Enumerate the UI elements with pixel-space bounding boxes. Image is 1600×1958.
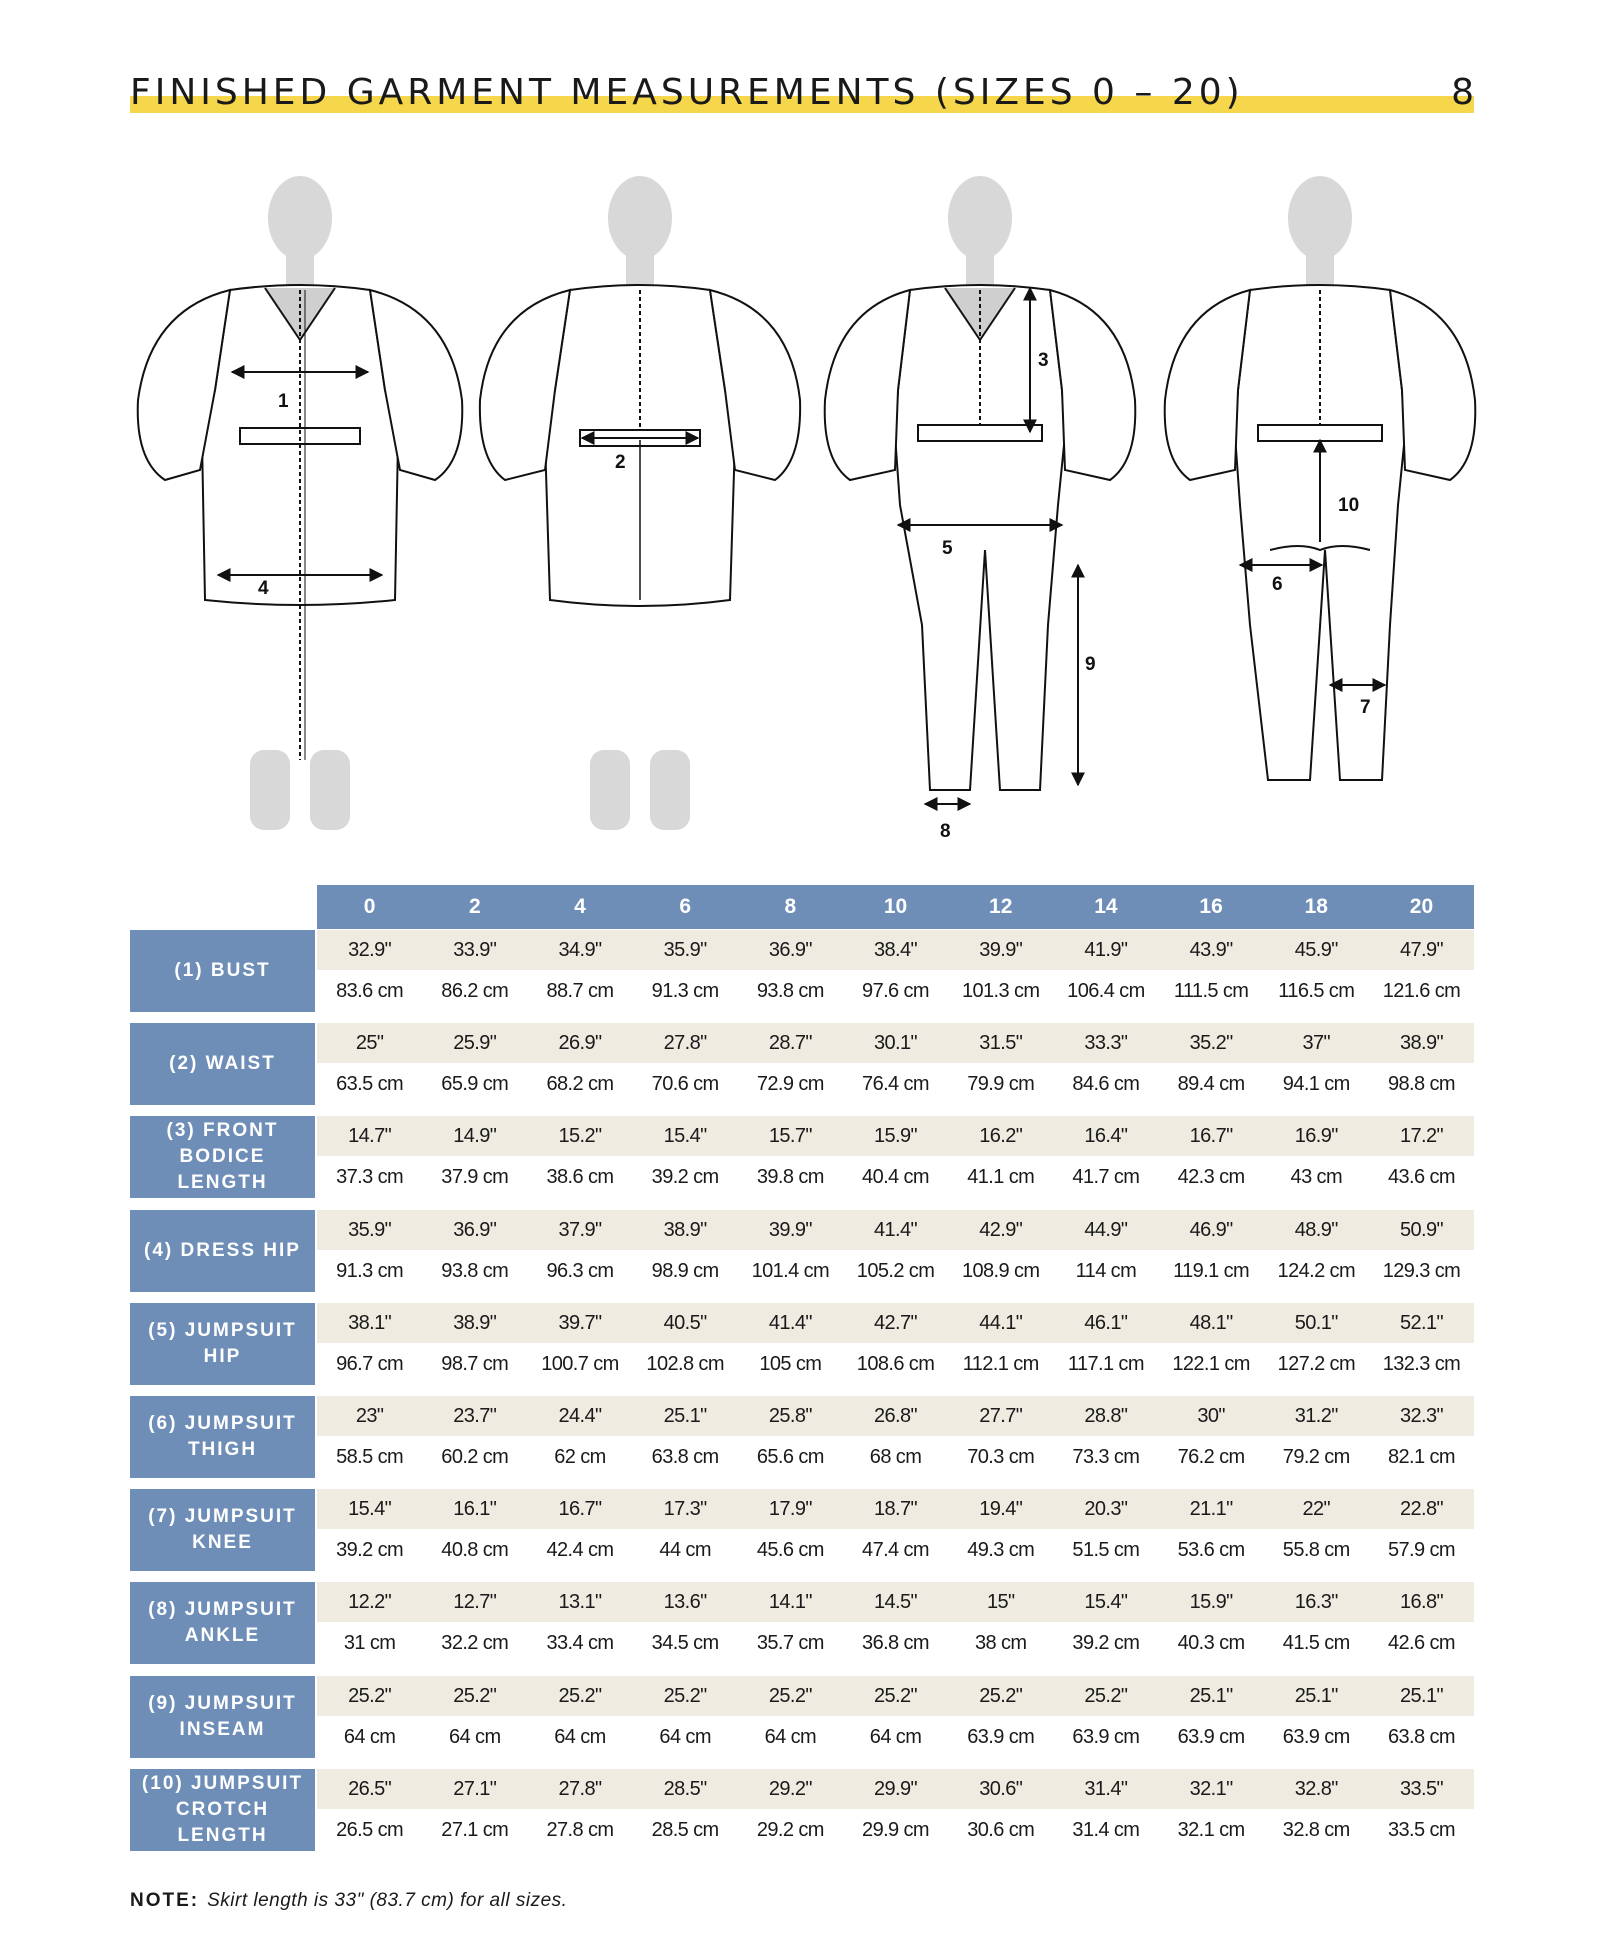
table-cell: 63.8 cm: [651, 1446, 719, 1468]
table-cell: 38.4": [874, 939, 918, 961]
table-cell: 37.9": [558, 1218, 602, 1241]
metric-row: [317, 1344, 1474, 1384]
table-cell: 30.1": [874, 1032, 918, 1055]
table-cell: 25.2": [558, 1684, 602, 1707]
table-cell: 101.4 cm: [751, 1259, 830, 1282]
table-cell: 13.1": [558, 1591, 602, 1614]
table-cell: 47.4 cm: [862, 1539, 929, 1562]
table-cell: 108.9 cm: [961, 1259, 1040, 1282]
table-cell: 98.9 cm: [651, 1259, 719, 1282]
table-cell: 30": [1197, 1405, 1225, 1427]
table-cell: 27.8": [663, 1032, 707, 1055]
measurement-label: (9) JUMPSUIT INSEAM: [130, 1676, 315, 1758]
table-cell: 116.5 cm: [1278, 980, 1355, 1002]
size-column-header: 16: [1199, 895, 1223, 918]
size-column-header: 6: [679, 895, 691, 918]
table-cell: 106.4 cm: [1067, 980, 1145, 1002]
table-cell: 79.9 cm: [967, 1073, 1035, 1096]
table-cell: 40.8 cm: [441, 1539, 509, 1562]
table-cell: 31.4 cm: [1072, 1818, 1140, 1841]
table-cell: 25.9": [453, 1032, 497, 1055]
measure-label-7: 7: [1360, 697, 1371, 718]
table-cell: 39.2 cm: [651, 1166, 719, 1189]
table-cell: 32.2 cm: [441, 1632, 509, 1655]
table-cell: 96.3 cm: [546, 1259, 614, 1282]
table-cell: 37.9 cm: [441, 1166, 509, 1189]
metric-row: [317, 1623, 1474, 1663]
table-cell: 76.2 cm: [1177, 1446, 1245, 1468]
table-cell: 25.2": [663, 1684, 707, 1707]
table-cell: 70.3 cm: [967, 1446, 1035, 1468]
table-cell: 13.6": [663, 1591, 707, 1614]
table-cell: 49.3 cm: [967, 1539, 1035, 1562]
table-cell: 29.9": [874, 1777, 918, 1800]
table-cell: 16.8": [1399, 1591, 1443, 1614]
measurement-label: (1) BUST: [130, 930, 315, 1012]
metric-row: [317, 1530, 1474, 1570]
table-cell: 51.5 cm: [1072, 1539, 1140, 1562]
table-cell: 34.5 cm: [651, 1632, 719, 1655]
table-cell: 83.6 cm: [336, 980, 404, 1002]
table-cell: 65.6 cm: [756, 1446, 824, 1468]
table-cell: 76.4 cm: [862, 1073, 929, 1096]
table-cell: 15.9": [1189, 1591, 1233, 1614]
table-cell: 53.6 cm: [1177, 1539, 1245, 1562]
table-cell: 17.3": [663, 1498, 707, 1521]
table-cell: 64 cm: [343, 1725, 396, 1748]
table-cell: 39.2 cm: [1072, 1632, 1140, 1655]
measurement-group: [130, 1769, 1474, 1851]
table-cell: 35.2": [1189, 1032, 1233, 1055]
table-cell: 55.8 cm: [1282, 1539, 1350, 1562]
table-cell: 48.1": [1189, 1311, 1233, 1334]
table-cell: 25.8": [768, 1405, 812, 1427]
size-column-header: 12: [989, 895, 1013, 918]
table-cell: 121.6 cm: [1382, 980, 1461, 1002]
measurement-group: [130, 1582, 1474, 1664]
table-cell: 15.7": [768, 1125, 812, 1148]
table-cell: 64 cm: [449, 1725, 501, 1748]
size-column-header: 10: [883, 895, 908, 918]
table-cell: 39.7": [558, 1311, 602, 1334]
measure-label-3: 3: [1038, 350, 1049, 371]
table-cell: 44 cm: [659, 1539, 711, 1562]
imperial-row: [317, 1303, 1474, 1343]
table-cell: 73.3 cm: [1072, 1446, 1140, 1468]
measurement-label: (10) JUMPSUIT CROTCH LENGTH: [130, 1769, 315, 1851]
table-cell: 38.9": [1399, 1032, 1443, 1055]
measurement-group: [130, 930, 1474, 1012]
table-cell: 42.9": [979, 1218, 1023, 1241]
metric-row: [317, 1810, 1474, 1850]
measurement-label: (4) DRESS HIP: [130, 1210, 315, 1292]
table-cell: 31.4": [1084, 1777, 1128, 1800]
table-cell: 45.9": [1294, 939, 1338, 961]
table-cell: 38.1": [348, 1311, 392, 1334]
metric-row: [317, 1437, 1474, 1477]
table-cell: 129.3 cm: [1382, 1259, 1461, 1282]
table-cell: 32.9": [348, 939, 392, 961]
table-cell: 63.5 cm: [336, 1073, 404, 1096]
size-column-header: 4: [574, 895, 586, 918]
measurement-group: [130, 1116, 1474, 1198]
table-cell: 25.1": [1189, 1684, 1233, 1707]
table-cell: 23": [355, 1405, 384, 1427]
table-cell: 16.4": [1084, 1125, 1128, 1148]
imperial-row: [317, 1582, 1474, 1622]
table-cell: 26.5": [348, 1777, 392, 1800]
table-cell: 64 cm: [554, 1725, 606, 1748]
measure-label-8: 8: [940, 821, 951, 842]
imperial-row: [317, 1396, 1474, 1436]
table-cell: 32.8": [1294, 1777, 1338, 1800]
table-cell: 42.6 cm: [1387, 1632, 1455, 1655]
table-cell: 63.9 cm: [1177, 1725, 1245, 1748]
table-cell: 27.8 cm: [546, 1818, 614, 1841]
table-cell: 93.8 cm: [756, 980, 824, 1002]
table-cell: 15.9": [874, 1125, 918, 1148]
size-header-row: [317, 885, 1474, 929]
table-cell: 27.1 cm: [441, 1818, 509, 1841]
table-cell: 79.2 cm: [1282, 1446, 1350, 1468]
table-cell: 14.9": [453, 1125, 497, 1148]
table-cell: 32.3": [1399, 1405, 1443, 1427]
table-cell: 17.2": [1399, 1125, 1443, 1148]
metric-row: [317, 1157, 1474, 1197]
table-cell: 15.2": [558, 1125, 602, 1148]
measurement-group: [130, 1023, 1474, 1105]
size-column-header: 2: [468, 895, 481, 918]
imperial-row: [317, 1116, 1474, 1156]
table-cell: 33.5": [1399, 1777, 1443, 1800]
size-column-header: 18: [1304, 895, 1328, 918]
table-cell: 112.1 cm: [962, 1352, 1039, 1375]
table-cell: 33.3": [1084, 1032, 1128, 1055]
table-cell: 22": [1302, 1498, 1331, 1521]
table-cell: 64 cm: [764, 1725, 817, 1748]
table-cell: 33.9": [453, 939, 497, 961]
table-cell: 25.2": [348, 1684, 392, 1707]
table-cell: 41.4": [768, 1311, 812, 1334]
table-cell: 63.9 cm: [1282, 1725, 1350, 1748]
table-cell: 72.9 cm: [756, 1073, 824, 1096]
measure-label-4: 4: [258, 578, 269, 599]
table-cell: 93.8 cm: [441, 1259, 509, 1282]
page-title: FINISHED GARMENT MEASUREMENTS (SIZES 0 – 20): [130, 72, 1244, 113]
imperial-row: [317, 930, 1474, 970]
table-cell: 91.3 cm: [336, 1259, 404, 1282]
table-cell: 42.7": [874, 1311, 918, 1334]
table-cell: 35.9": [663, 939, 707, 961]
size-column-header: 14: [1094, 895, 1118, 918]
measurement-label: (8) JUMPSUIT ANKLE: [130, 1582, 315, 1664]
garment-illustrations: [0, 170, 1600, 850]
table-cell: 28.7": [768, 1032, 812, 1055]
table-cell: 50.9": [1399, 1218, 1443, 1241]
table-cell: 111.5 cm: [1173, 980, 1249, 1002]
table-cell: 46.1": [1084, 1311, 1128, 1334]
measure-label-5: 5: [942, 538, 953, 559]
table-cell: 14.5": [874, 1591, 918, 1614]
table-cell: 41.1 cm: [967, 1166, 1035, 1189]
table-cell: 29.2": [768, 1777, 812, 1800]
table-cell: 63.8 cm: [1387, 1725, 1455, 1748]
table-cell: 39.9": [979, 939, 1023, 961]
jumpsuit-back-figure: [1165, 176, 1476, 780]
table-cell: 37": [1302, 1032, 1331, 1055]
table-cell: 18.7": [874, 1498, 918, 1521]
table-cell: 68 cm: [869, 1446, 922, 1468]
table-cell: 25.2": [979, 1684, 1023, 1707]
table-cell: 30.6 cm: [967, 1818, 1035, 1841]
table-cell: 98.7 cm: [441, 1352, 509, 1375]
table-cell: 24.4": [558, 1405, 602, 1427]
imperial-row: [317, 1769, 1474, 1809]
table-cell: 26.8": [874, 1405, 918, 1427]
imperial-row: [317, 1023, 1474, 1063]
table-cell: 36.9": [453, 1218, 497, 1241]
table-cell: 41.5 cm: [1282, 1632, 1350, 1655]
table-cell: 65.9 cm: [441, 1073, 509, 1096]
table-cell: 28.5": [663, 1777, 707, 1800]
table-cell: 88.7 cm: [546, 980, 614, 1002]
table-cell: 60.2 cm: [441, 1446, 509, 1468]
metric-row: [317, 1717, 1474, 1757]
measurement-group: [130, 1396, 1474, 1478]
table-cell: 64 cm: [659, 1725, 711, 1748]
table-cell: 38 cm: [974, 1632, 1027, 1655]
table-cell: 100.7 cm: [541, 1352, 619, 1375]
table-cell: 46.9": [1189, 1218, 1233, 1241]
size-column-header: 0: [363, 895, 376, 918]
table-cell: 29.2 cm: [756, 1818, 824, 1841]
table-cell: 124.2 cm: [1277, 1259, 1356, 1282]
measure-label-1: 1: [278, 391, 289, 412]
table-cell: 16.7": [1189, 1125, 1233, 1148]
measurement-group: [130, 1676, 1474, 1758]
table-cell: 41.9": [1084, 939, 1128, 961]
table-cell: 40.3 cm: [1177, 1632, 1245, 1655]
table-cell: 38.9": [663, 1218, 707, 1241]
measurement-group: [130, 1210, 1474, 1292]
table-cell: 50.1": [1294, 1311, 1338, 1334]
table-cell: 114 cm: [1075, 1259, 1137, 1282]
measure-label-6: 6: [1272, 574, 1283, 595]
table-cell: 37.3 cm: [336, 1166, 404, 1189]
table-cell: 25.1": [1399, 1684, 1443, 1707]
table-cell: 68.2 cm: [546, 1073, 614, 1096]
table-cell: 16.2": [979, 1125, 1023, 1148]
metric-row: [317, 1251, 1474, 1291]
table-cell: 15.4": [663, 1125, 707, 1148]
table-cell: 32.8 cm: [1282, 1818, 1350, 1841]
table-cell: 127.2 cm: [1277, 1352, 1356, 1375]
note: [130, 1890, 567, 1912]
table-cell: 42.4 cm: [546, 1539, 614, 1562]
table-cell: 34.9": [558, 939, 602, 961]
imperial-row: [317, 1489, 1474, 1529]
imperial-row: [317, 1676, 1474, 1716]
table-cell: 57.9 cm: [1387, 1539, 1455, 1562]
table-cell: 102.8 cm: [646, 1352, 724, 1375]
table-cell: 27.1": [453, 1777, 497, 1800]
table-cell: 94.1 cm: [1282, 1073, 1350, 1096]
table-cell: 23.7": [453, 1405, 497, 1427]
table-cell: 41.7 cm: [1072, 1166, 1140, 1189]
measurement-label: (2) WAIST: [130, 1023, 315, 1105]
table-cell: 35.9": [348, 1218, 392, 1241]
table-cell: 36.9": [768, 939, 812, 961]
table-cell: 29.9 cm: [862, 1818, 929, 1841]
table-cell: 64 cm: [869, 1725, 922, 1748]
table-cell: 27.7": [979, 1405, 1023, 1427]
table-cell: 82.1 cm: [1387, 1446, 1455, 1468]
table-cell: 42.3 cm: [1177, 1166, 1245, 1189]
table-cell: 21.1": [1189, 1498, 1233, 1521]
table-cell: 108.6 cm: [856, 1352, 935, 1375]
table-cell: 26.5 cm: [336, 1818, 404, 1841]
table-cell: 47.9": [1399, 939, 1443, 961]
table-cell: 31 cm: [343, 1632, 396, 1655]
garment-diagram: [0, 170, 1600, 850]
table-cell: 44.9": [1084, 1218, 1128, 1241]
table-cell: 16.9": [1294, 1125, 1338, 1148]
table-cell: 12.7": [453, 1591, 497, 1614]
table-cell: 91.3 cm: [651, 980, 719, 1002]
page-number: 8: [1451, 72, 1474, 113]
table-cell: 12.2": [348, 1591, 392, 1614]
table-cell: 31.2": [1294, 1405, 1338, 1427]
table-cell: 16.3": [1294, 1591, 1338, 1614]
table-cell: 15.4": [1084, 1591, 1128, 1614]
table-cell: 97.6 cm: [862, 980, 929, 1002]
measurement-group: [130, 1489, 1474, 1571]
table-cell: 98.8 cm: [1387, 1073, 1455, 1096]
table-cell: 15.4": [348, 1498, 392, 1521]
table-cell: 44.1": [979, 1311, 1023, 1334]
table-cell: 25.2": [874, 1684, 918, 1707]
table-cell: 45.6 cm: [756, 1539, 824, 1562]
table-cell: 122.1 cm: [1172, 1352, 1250, 1375]
table-cell: 36.8 cm: [862, 1632, 929, 1655]
table-cell: 25.2": [453, 1684, 497, 1707]
table-cell: 14.7": [348, 1125, 392, 1148]
table-cell: 43.9": [1189, 939, 1233, 961]
table-cell: 16.1": [453, 1498, 497, 1521]
measurement-label: (5) JUMPSUIT HIP: [130, 1303, 315, 1385]
measure-label-2: 2: [615, 452, 626, 473]
table-cell: 38.9": [453, 1311, 497, 1334]
table-cell: 32.1": [1189, 1777, 1233, 1800]
note-text: Skirt length is 33" (83.7 cm) for all sizes.: [207, 1890, 568, 1911]
measurement-label: (7) JUMPSUIT KNEE: [130, 1489, 315, 1571]
table-cell: 101.3 cm: [961, 980, 1040, 1002]
table-cell: 119.1 cm: [1173, 1259, 1250, 1282]
table-cell: 84.6 cm: [1072, 1073, 1140, 1096]
table-cell: 14.1": [768, 1591, 812, 1614]
table-cell: 17.9": [768, 1498, 812, 1521]
table-cell: 63.9 cm: [967, 1725, 1035, 1748]
table-cell: 31.5": [979, 1032, 1023, 1055]
measurement-label: (6) JUMPSUIT THIGH: [130, 1396, 315, 1478]
table-cell: 96.7 cm: [336, 1352, 404, 1375]
table-cell: 30.6": [979, 1777, 1023, 1800]
table-cell: 26.9": [558, 1032, 602, 1055]
table-cell: 25": [355, 1032, 384, 1055]
table-cell: 33.5 cm: [1387, 1818, 1455, 1841]
table-cell: 25.2": [1084, 1684, 1128, 1707]
dress-back-figure: [480, 176, 800, 830]
size-column-header: 8: [784, 895, 797, 918]
table-cell: 40.5": [663, 1311, 707, 1334]
table-cell: 19.4": [979, 1498, 1023, 1521]
table-cell: 40.4 cm: [862, 1166, 929, 1189]
table-cell: 52.1": [1399, 1311, 1443, 1334]
table-cell: 39.9": [768, 1218, 812, 1241]
table-cell: 32.1 cm: [1177, 1818, 1245, 1841]
page-header: [130, 72, 1474, 118]
table-cell: 105 cm: [759, 1352, 822, 1375]
table-cell: 38.6 cm: [546, 1166, 614, 1189]
table-cell: 25.2": [768, 1684, 812, 1707]
table-cell: 39.8 cm: [756, 1166, 824, 1189]
measurement-group: [130, 1303, 1474, 1385]
measure-label-10: 10: [1338, 495, 1360, 516]
table-cell: 16.7": [558, 1498, 602, 1521]
table-cell: 58.5 cm: [336, 1446, 404, 1468]
jumpsuit-front-figure: [825, 176, 1136, 804]
table-cell: 15": [986, 1591, 1015, 1614]
table-cell: 27.8": [558, 1777, 602, 1800]
measurement-label: (3) FRONT BODICE LENGTH: [130, 1116, 315, 1198]
table-cell: 39.2 cm: [336, 1539, 404, 1562]
table-cell: 41.4": [874, 1218, 918, 1241]
measure-label-9: 9: [1085, 654, 1096, 675]
table-cell: 25.1": [1294, 1684, 1338, 1707]
table-cell: 132.3 cm: [1382, 1352, 1461, 1375]
table-cell: 86.2 cm: [441, 980, 509, 1002]
table-cell: 105.2 cm: [856, 1259, 935, 1282]
size-column-header: 20: [1409, 895, 1434, 918]
table-cell: 43 cm: [1290, 1166, 1343, 1189]
table-cell: 28.8": [1084, 1405, 1128, 1427]
table-cell: 117.1 cm: [1067, 1352, 1144, 1375]
table-cell: 63.9 cm: [1072, 1725, 1140, 1748]
note-label: NOTE:: [130, 1890, 200, 1911]
table-cell: 43.6 cm: [1387, 1166, 1455, 1189]
dress-front-figure: [138, 176, 463, 830]
table-cell: 70.6 cm: [651, 1073, 719, 1096]
table-cell: 25.1": [663, 1405, 707, 1427]
table-cell: 89.4 cm: [1177, 1073, 1245, 1096]
table-cell: 33.4 cm: [546, 1632, 614, 1655]
table-cell: 35.7 cm: [756, 1632, 824, 1655]
metric-row: [317, 971, 1474, 1011]
imperial-row: [317, 1210, 1474, 1250]
table-cell: 62 cm: [554, 1446, 606, 1468]
table-cell: 22.8": [1399, 1498, 1443, 1521]
metric-row: [317, 1064, 1474, 1104]
table-cell: 28.5 cm: [651, 1818, 719, 1841]
table-cell: 48.9": [1294, 1218, 1338, 1241]
table-cell: 20.3": [1084, 1498, 1128, 1521]
